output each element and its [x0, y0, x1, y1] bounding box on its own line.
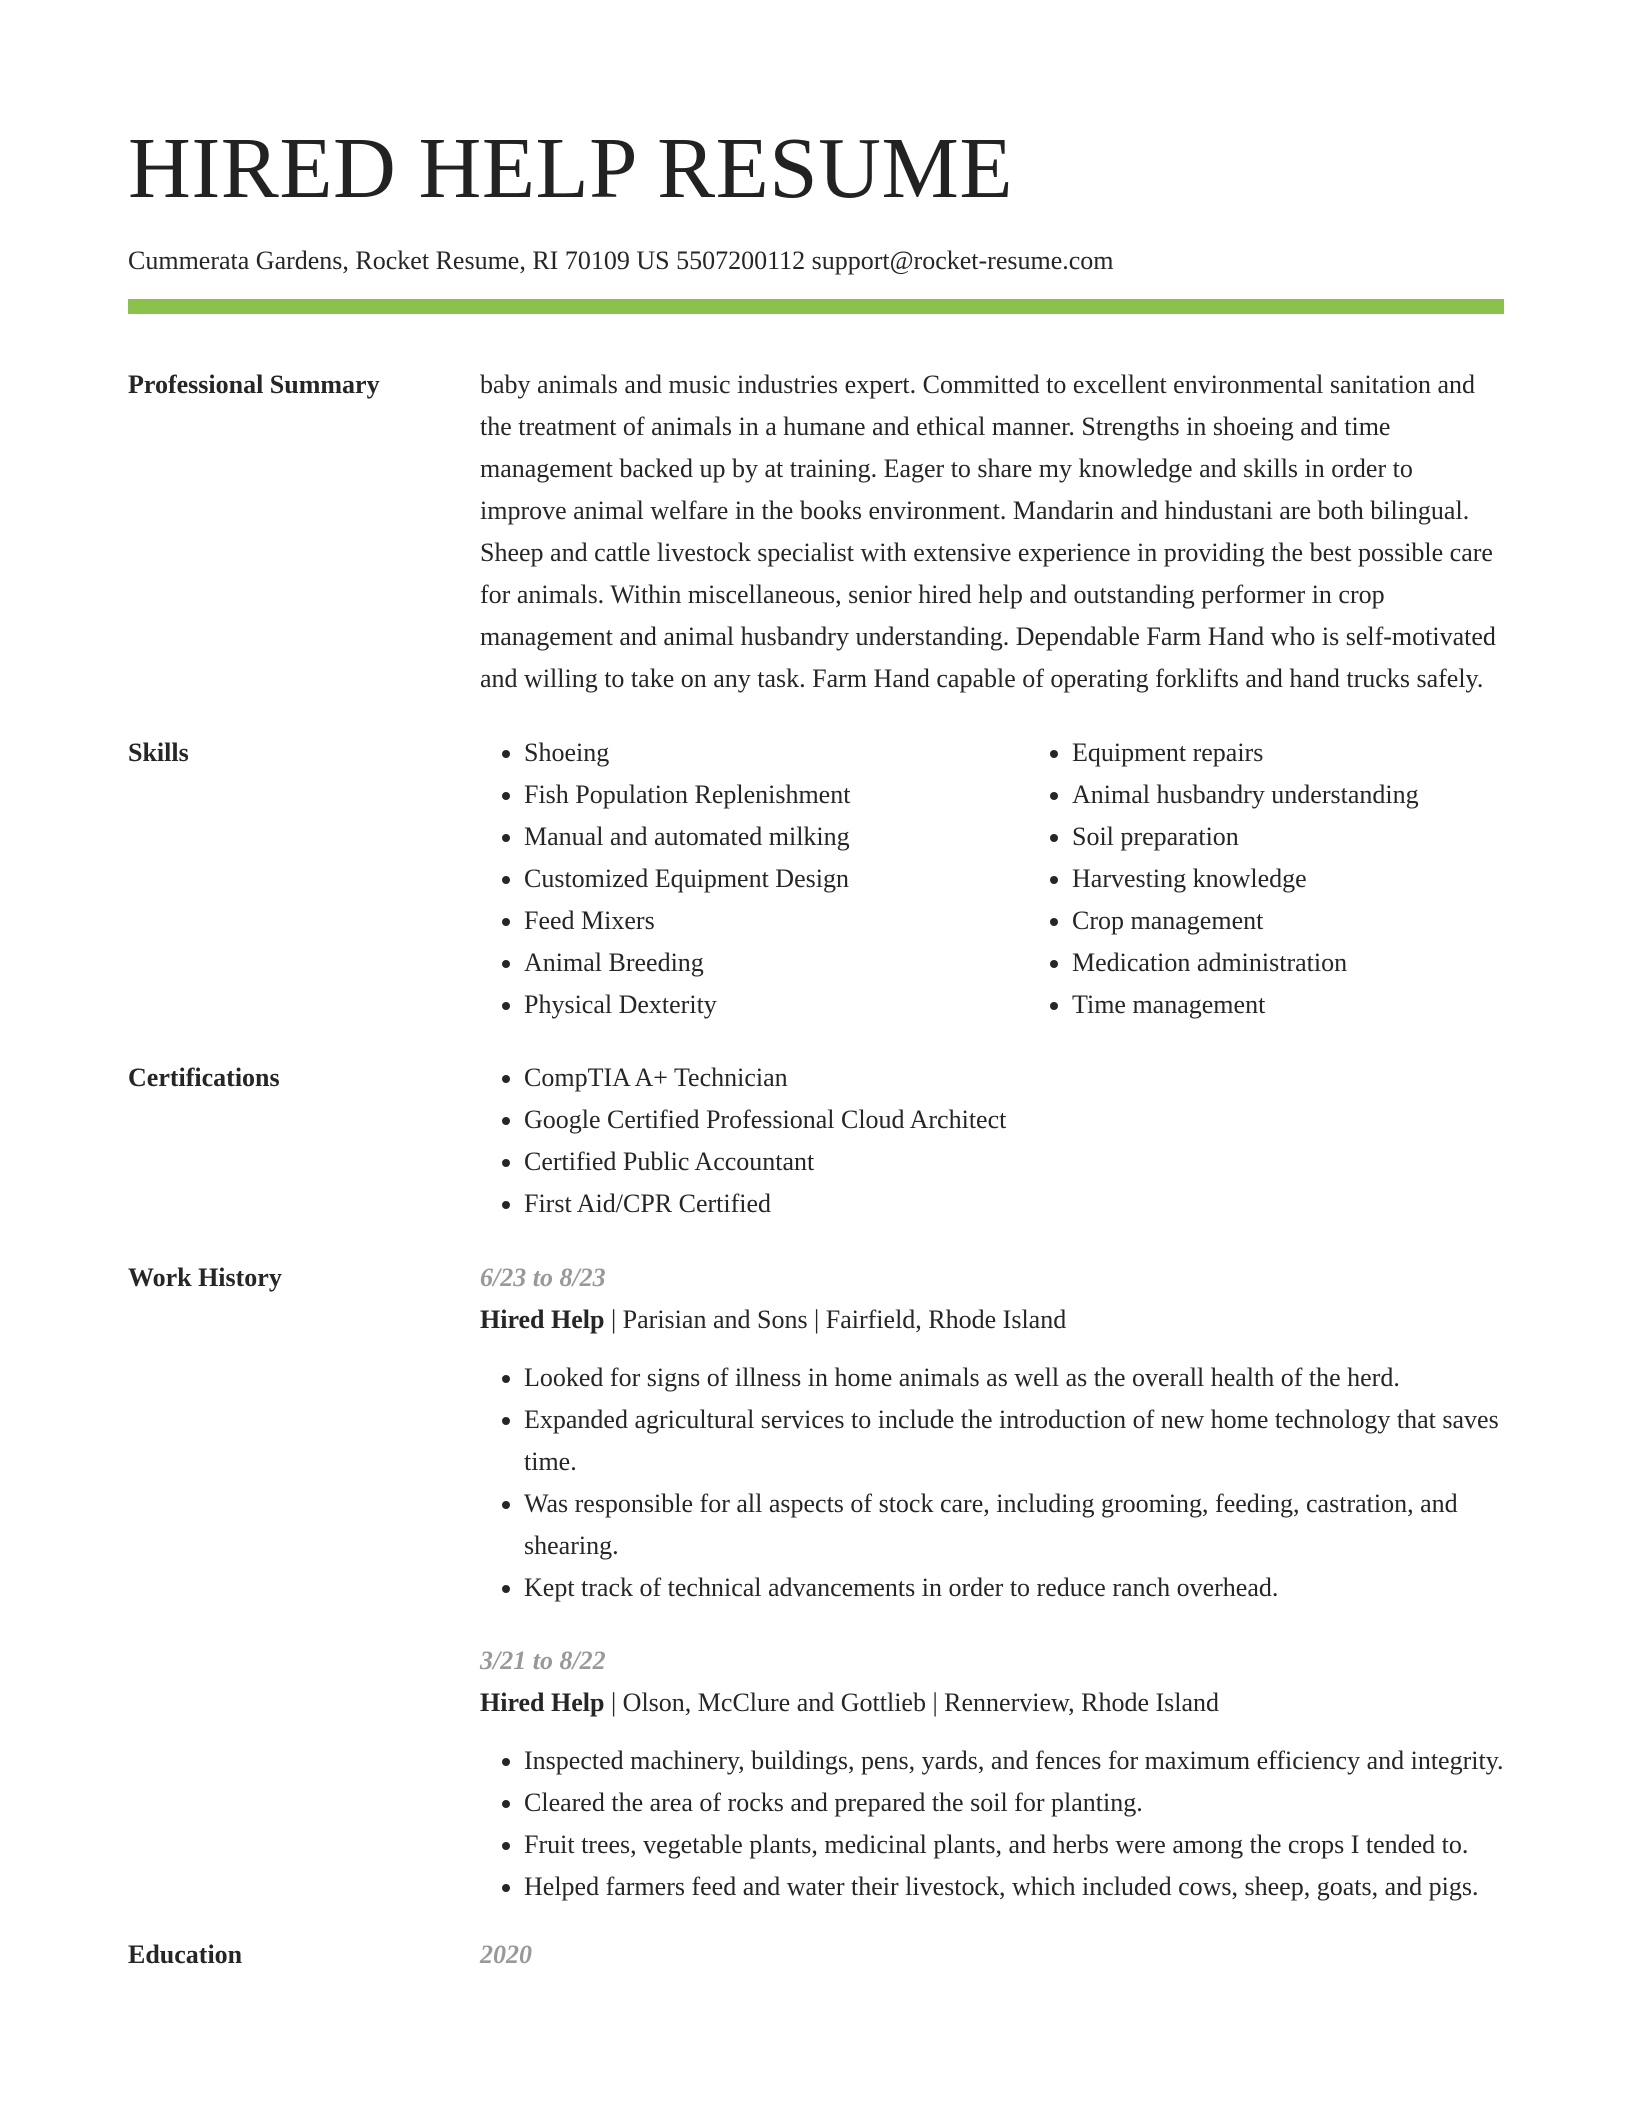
skills-list-left	[480, 732, 1028, 1026]
accent-divider	[128, 299, 1504, 314]
skill-item: • Medication administration	[1072, 942, 1504, 984]
skill-item: • Soil preparation	[1072, 816, 1504, 858]
skill-item: • Fish Population Replenishment	[524, 774, 1028, 816]
education-date: 2020	[480, 1940, 532, 1969]
job-dates: 3/21 to 8/22	[480, 1646, 606, 1675]
summary-text: baby animals and music industries expert. Committed to excellent environmental sanitation and the treatment of animals in a humane and ethical manner. Strengths in shoeing and time management backed up by at training. Eager to share my knowledge and skills in order to improve animal welfare in the books environment. Mandarin and hindustani are both bilingual. Sheep and cattle livestock specialist with extensive experience in providing the best possible care for animals. Within miscellaneous, senior hired help and outstanding performer in crop management and animal husbandry understanding. Dependable Farm Hand who is self-motivated and willing to take on any task. Farm Hand capable of operating forklifts and hand trucks safely.	[480, 370, 1496, 693]
resume-name: HIRED HELP RESUME	[128, 119, 1013, 216]
job-details: | Olson, McClure and Gottlieb | Rennerview, Rhode Island	[604, 1688, 1220, 1717]
skill-item: • Animal husbandry understanding	[1072, 774, 1504, 816]
certification-item: • First Aid/CPR Certified	[524, 1183, 1504, 1225]
job-duties-list	[480, 1740, 1504, 1908]
job-heading	[480, 1682, 1504, 1724]
job-duty: • Cleared the area of rocks and prepared the soil for planting.	[524, 1782, 1504, 1824]
section-body	[480, 364, 1504, 700]
section-title: Skills	[128, 738, 189, 767]
job-duty: • Helped farmers feed and water their livestock, which included cows, sheep, goats, and pigs.	[524, 1866, 1504, 1908]
skills-columns	[480, 732, 1504, 1026]
job-entry	[480, 1640, 1504, 1908]
skill-item: • Shoeing	[524, 732, 1028, 774]
skill-item: • Animal Breeding	[524, 942, 1028, 984]
job-entry	[480, 1257, 1504, 1609]
job-duty: • Expanded agricultural services to include the introduction of new home technology that saves time.	[524, 1399, 1504, 1483]
skill-item: • Time management	[1072, 984, 1504, 1026]
section-title: Certifications	[128, 1063, 280, 1092]
section-work-history	[128, 1257, 1504, 1908]
section-body	[480, 1934, 1504, 1976]
job-duty: • Inspected machinery, buildings, pens, yards, and fences for maximum efficiency and integrity.	[524, 1740, 1504, 1782]
job-details: | Parisian and Sons | Fairfield, Rhode Island	[604, 1305, 1067, 1334]
contact-line: Cummerata Gardens, Rocket Resume, RI 70109 US 5507200112 support@rocket-resume.com	[128, 246, 1114, 275]
certification-item: • Google Certified Professional Cloud Architect	[524, 1099, 1504, 1141]
skill-item: • Customized Equipment Design	[524, 858, 1028, 900]
job-title: Hired Help	[480, 1688, 605, 1717]
job-duty: • Was responsible for all aspects of stock care, including grooming, feeding, castration, and shearing.	[524, 1483, 1504, 1567]
section-body	[480, 1257, 1504, 1908]
section-title: Work History	[128, 1263, 282, 1292]
section-body	[480, 1057, 1504, 1225]
job-duty: • Looked for signs of illness in home animals as well as the overall health of the herd.	[524, 1357, 1504, 1399]
section-education	[128, 1934, 1504, 1976]
skill-item: • Feed Mixers	[524, 900, 1028, 942]
section-skills	[128, 732, 1504, 1026]
section-title: Education	[128, 1940, 243, 1969]
job-title: Hired Help	[480, 1305, 605, 1334]
section-professional-summary	[128, 364, 1504, 700]
skill-item: • Equipment repairs	[1072, 732, 1504, 774]
skill-item: • Crop management	[1072, 900, 1504, 942]
certifications-list	[480, 1057, 1504, 1225]
certification-item: • Certified Public Accountant	[524, 1141, 1504, 1183]
resume-page	[128, 0, 1504, 1976]
job-dates: 6/23 to 8/23	[480, 1263, 606, 1292]
job-duty: • Kept track of technical advancements in order to reduce ranch overhead.	[524, 1567, 1504, 1609]
job-duty: • Fruit trees, vegetable plants, medicinal plants, and herbs were among the crops I tended to.	[524, 1824, 1504, 1866]
certification-item: • CompTIA A+ Technician	[524, 1057, 1504, 1099]
section-certifications	[128, 1057, 1504, 1225]
skills-list-right	[1028, 732, 1504, 1026]
job-duties-list	[480, 1357, 1504, 1609]
job-heading	[480, 1299, 1504, 1341]
section-title: Professional Summary	[128, 370, 380, 399]
skill-item: • Harvesting knowledge	[1072, 858, 1504, 900]
skill-item: • Manual and automated milking	[524, 816, 1028, 858]
skill-item: • Physical Dexterity	[524, 984, 1028, 1026]
